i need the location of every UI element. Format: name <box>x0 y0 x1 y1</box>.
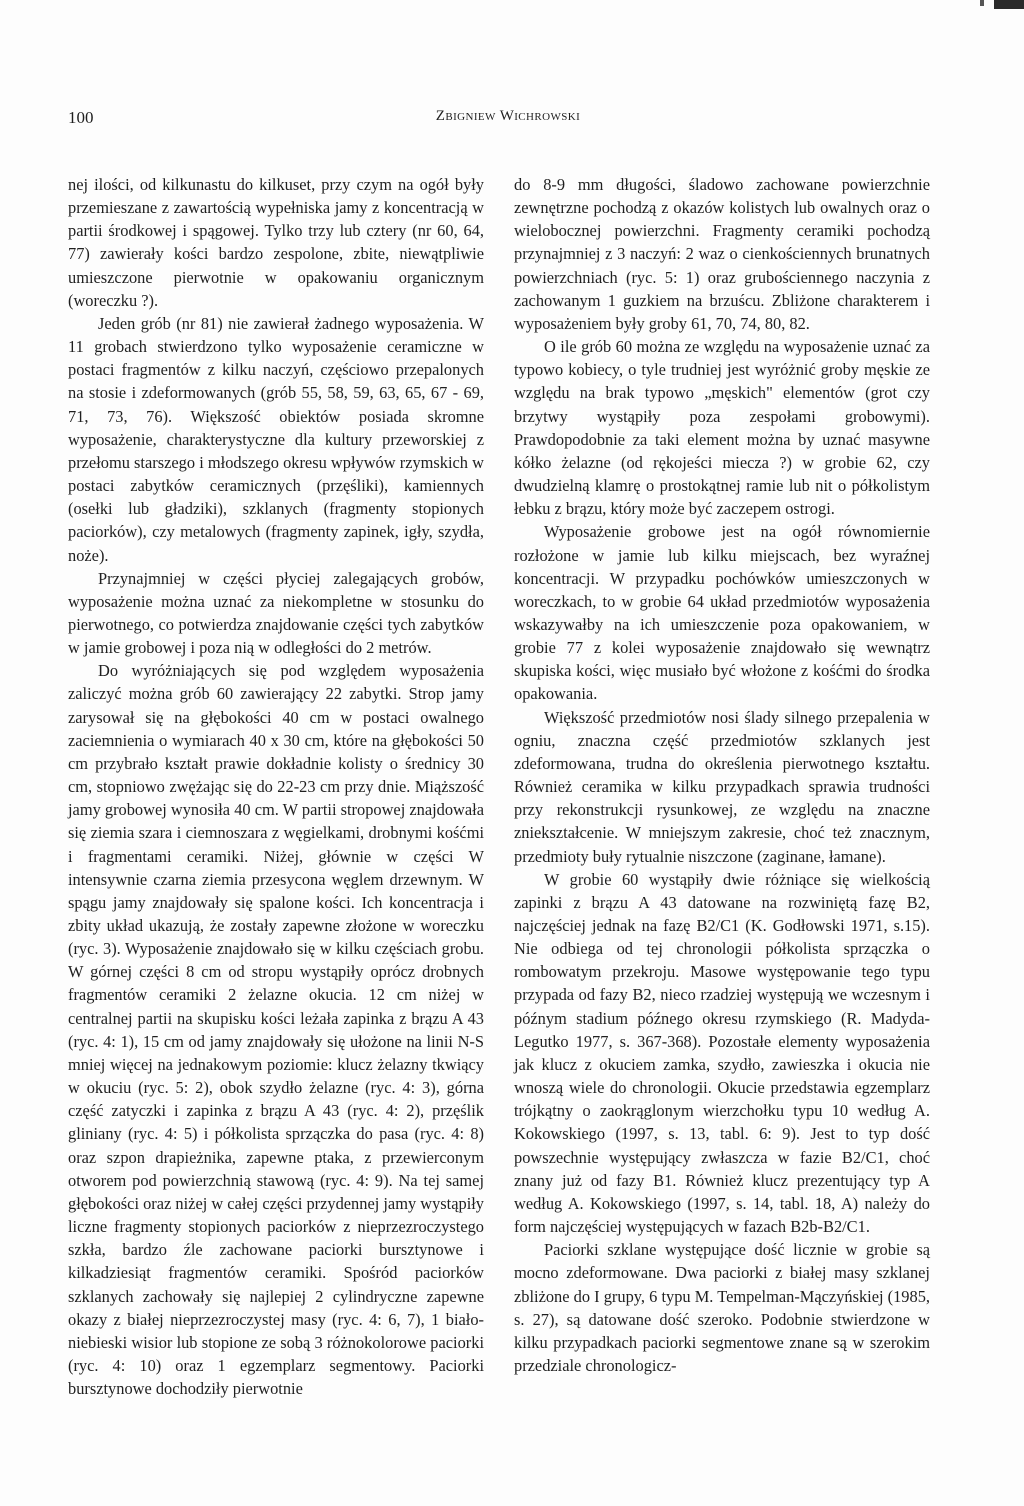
paragraph: O ile grób 60 można ze względu na wyposażenie uznać za typowo kobiecy, o tyle trudniej jest wyróżnić groby męskie ze względu na brak typowo „męskich" elementów (grot czy brzytwy wystąpiły poza zespołami grobowymi). Prawdopodobnie za taki element można by uznać masywne kółko żelazne (od rękojeści miecza ?) w grobie 62, czy dwudzielną klamrę o prostokątnej ramie lub nit o półkolistym łebku z brązu, który może być zaczepem ostrogi. <box>514 337 930 519</box>
paragraph: Paciorki szklane występujące dość licznie w grobie są mocno zdeformowane. Dwa paciorki z białej masy szklanej zbliżone do I grupy, 6 typu M. Tempelman-Mączyńskiej (1985, s. 27), są datowane dość szeroko. Podobnie stwierdzone w kilku przypadkach paciorki segmentowe znane są w szerokim przedziale chronologicz- <box>514 1240 930 1375</box>
running-head: Zbigniew Wichrowski <box>435 108 581 124</box>
paragraph: Do wyróżniających się pod względem wyposażenia zaliczyć można grób 60 zawierający 22 zabytki. Strop jamy zarysował się na głębokości 40 cm w postaci owalnego zaciemnienia o wymiarach 40 x 30 cm, które na głębokości 50 cm przybrało kształt prawie dokładnie kolisty o średnicy 30 cm, stopniowo zwężając się do 22-23 cm przy dnie. Miąższość jamy grobowej wynosiła 40 cm. W partii stropowej znajdowała się ziemia szara i ciemnoszara z węgielkami, drobnymi kośćmi i fragmentami ceramiki. Niżej, głównie w części W intensywnie czarna ziemia przesycona węglem drzewnym. W spągu jamy znajdowały się spalone kości. Ich koncentracja i zbity układ ukazują, że zostały zapewne złożone w woreczku (ryc. 3). Wyposażenie znajdowało się w kilku częściach grobu. W górnej części 8 cm od stropu wystąpiły oprócz drobnych fragmentów ceramiki 2 żelazne okucia. 12 cm niżej w centralnej partii na skupisku kości leżała zapinka z brązu A 43 (ryc. 4: 1), 15 cm od jamy znajdowały się ułożone na linii N-S mniej więcej na jednakowym poziomie: klucz żelazny tkwiący w okuciu (ryc. 5: 2), obok szydło żelazne (ryc. 4: 3), górna część zatyczki i zapinka z brązu A 43 (ryc. 4: 2), przęślik gliniany (ryc. 4: 5) i półkolista sprzączka do pasa (ryc. 4: 8) oraz szpon drapieżnika, zapewne ptaka, z przewierconym otworem pod powierzchnią stawową (ryc. 4: 9). Na tej samej głębokości oraz niżej w całej części przydennej jamy wystąpiły liczne fragmenty stopionych paciorków z nieprzezroczystego szkła, bardzo źle zachowane paciorki bursztynowe i kilkadziesiąt fragmentów ceramiki. Spośród paciorków szklanych zachowały się najlepiej 2 cylindryczne zapewne okazy z białej nieprzezroczystej masy (ryc. 4: 6, 7), 1 biało-niebieski wisior lub stopione ze sobą 3 różnokolorowe paciorki (ryc. 4: 10) oraz 1 egzemplarz segmentowy. Paciorki bursztynowe dochodziły pierwotnie <box>68 661 484 1399</box>
paragraph: Przynajmniej w części płyciej zalegających grobów, wyposażenie można uznać za niekompletne w stosunku do pierwotnego, co potwierdza znajdowanie części tych zabytków w jamie grobowej i poza nią w odległości do 2 metrów. <box>68 568 484 658</box>
page-number: 100 <box>68 108 94 127</box>
paragraph: W grobie 60 wystąpiły dwie różniące się wielkością zapinki z brązu A 43 datowane na rozwiniętą fazę B2, najczęściej jednak na fazę B2/C1 (K. Godłowski 1971, s.15). Nie odbiega od tej chronologii półkolista sprzączka o rombowatym przekroju. Masowe występowanie tego typu przypada od fazy B2, nieco rzadziej występują we wczesnym i późnym stadium późnego okresu rzymskiego (R. Madyda-Legutko 1977, s. 367-368). Pozostałe elementy wyposażenia jak klucz z okuciem zamka, szydło, zawieszka i okucia nie wnoszą wiele do chronologii. Okucie przedstawia egzemplarz trójkątny o zaokrąglonym wierzchołku typu 10 według A. Kokowskiego (1997, s. 13, tabl. 6: 9). Jest to typ dość powszechnie występujący zwłaszcza w fazie B2/C1, choć znany już od fazy B1. Również klucz prezentujący typ A według A. Kokowskiego (1997, s. 14, tabl. 18, A) należy do form najczęściej występujących w fazach B2b-B2/C1. <box>514 869 930 1237</box>
paragraph: Jeden grób (nr 81) nie zawierał żadnego wyposażenia. W 11 grobach stwierdzono tylko wyposażenie ceramiczne w postaci fragmentów z kilku naczyń, częściowo przepalonych na stosie i zdeformowanych (grób 55, 58, 59, 63, 65, 67 - 69, 71, 73, 76). Większość obiektów posiada skromne wyposażenie, charakterystyczne dla kultury przeworskiej z przełomu starszego i młodszego okresu wpływów rzymskich w postaci zabytków ceramicznych (przęśliki), kamiennych (osełki lub gładziki), szklanych (fragmenty stopionych paciorków), czy metalowych (fragmenty zapinek, igły, szydła, noże). <box>68 313 484 565</box>
paragraph: Wyposażenie grobowe jest na ogół równomiernie rozłożone w jamie lub kilku miejscach, bez wyraźnej koncentracji. W przypadku pochówków umieszczonych w woreczkach, to w grobie 64 układ przedmiotów wyposażenia wskazywałby na ich umieszczenie poza opakowaniem, w grobie 77 z kolei wyposażenie znajdowało się wewnątrz skupiska kości, więc musiało być włożone z kośćmi do środka opakowania. <box>514 522 930 704</box>
paragraph: do 8-9 mm długości, śladowo zachowane powierzchnie zewnętrzne pochodzą z okazów kolistych lub owalnych oraz o wielobocznej powierzchni. Fragmenty ceramiki pochodzą przynajmniej z 3 naczyń: 2 waz o cienkościennych brunatnych powierzchniach (ryc. 5: 1) oraz grubościennego naczynia z zachowanym 1 guzkiem na brzuścu. Zbliżone charakterem i wyposażeniem były groby 61, 70, 74, 80, 82. <box>514 175 930 333</box>
right-column <box>514 173 930 1377</box>
paragraph: Większość przedmiotów nosi ślady silnego przepalenia w ogniu, znaczna część przedmiotów szklanych jest zdeformowana, trudna do określenia pierwotnego kształtu. Również ceramika w kilku przypadkach sprawia trudności przy rekonstrukcji rysunkowej, ze względu na znaczne zniekształcenie. W mniejszym zakresie, choć też znacznym, przedmioty buły rytualnie niszczone (zaginane, łamane). <box>514 707 930 866</box>
page-header <box>68 108 948 132</box>
scan-edge-mark <box>994 0 1024 9</box>
left-column <box>68 173 484 1400</box>
scan-edge-mark <box>980 0 984 6</box>
paragraph: nej ilości, od kilkunastu do kilkuset, przy czym na ogół były przemieszane z zawartością wypełniska jamy z koncentracją w partii środkowej i spągowej. Tylko trzy lub cztery (nr 60, 64, 77) zawierały kości bardzo zespolone, zbite, niewątpliwie umieszczone pierwotnie w opakowaniu organicznym (woreczku ?). <box>68 175 484 310</box>
